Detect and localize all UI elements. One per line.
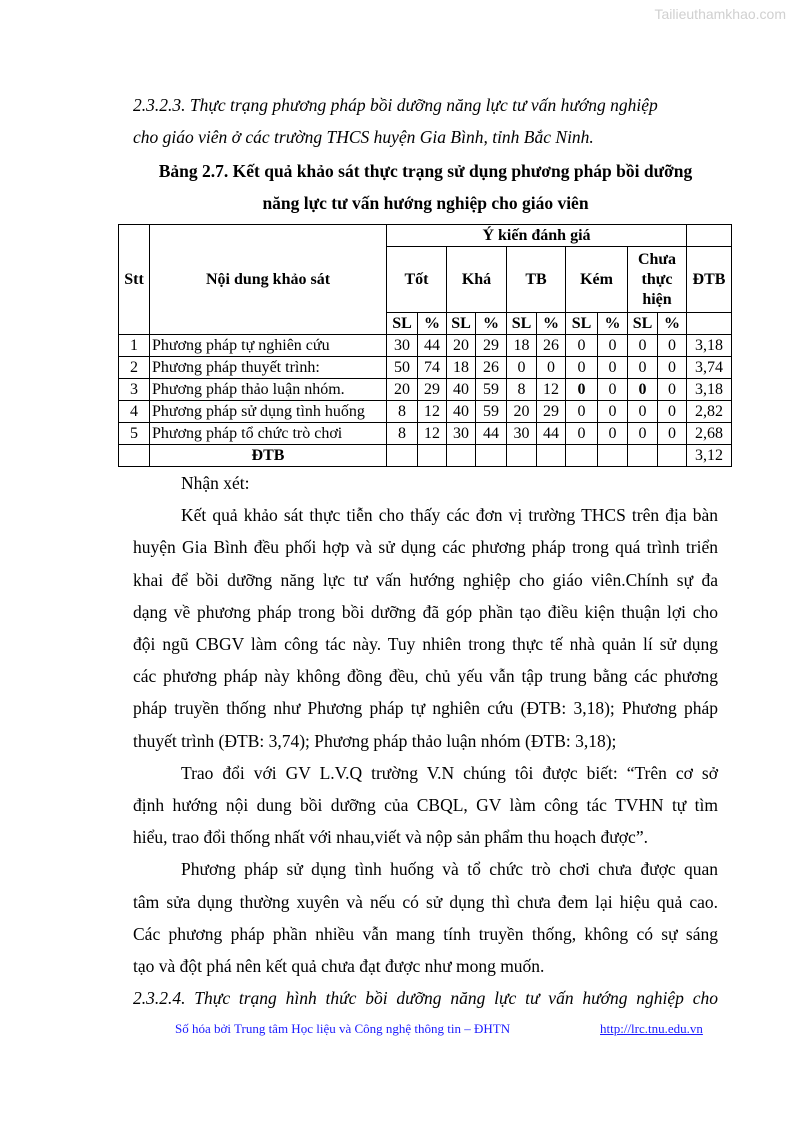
- header-dtb: ĐTB: [687, 247, 732, 313]
- table-cell: 26: [476, 357, 507, 379]
- table-cell: 3: [119, 379, 150, 401]
- table-row: [119, 335, 732, 357]
- footer-source: Số hóa bởi Trung tâm Học liệu và Công nghệ thông tin – ĐHTN: [175, 1021, 511, 1036]
- table-cell: 44: [418, 335, 447, 357]
- table-cell: 3,18: [687, 335, 732, 357]
- table-cell: 0: [566, 335, 598, 357]
- table-cell: 29: [418, 379, 447, 401]
- section-heading-cont: cho giáo viên ở các trường THCS huyện Gia Bình, tỉnh Bắc Ninh.: [133, 127, 594, 147]
- survey-table: [118, 224, 732, 467]
- table-cell: 29: [537, 401, 566, 423]
- table-title-cont: năng lực tư vấn hướng nghiệp cho giáo viên: [262, 193, 589, 213]
- table-cell: 0: [598, 401, 628, 423]
- footer-link[interactable]: http://lrc.tnu.edu.vn: [600, 1021, 703, 1036]
- table-title: Bảng 2.7. Kết quả khảo sát thực trạng sử dụng phương pháp bồi dưỡng: [158, 161, 693, 181]
- header-tb: TB: [507, 247, 566, 313]
- table-cell: 8: [387, 423, 418, 445]
- subheader-sl: SL: [447, 313, 476, 335]
- subheader-sl: SL: [566, 313, 598, 335]
- body-line: đội ngũ CBGV làm công tác này. Tuy nhiên trong thực tế nhà quản lí sử dụng: [133, 634, 718, 654]
- table-cell: 8: [387, 401, 418, 423]
- header-tot: Tốt: [387, 247, 447, 313]
- table-cell: 0: [598, 423, 628, 445]
- table-cell: 3,18: [687, 379, 732, 401]
- table-cell: 20: [387, 379, 418, 401]
- subheader-pct: %: [658, 313, 687, 335]
- table-cell: 0: [537, 357, 566, 379]
- body-line: khai để bồi dưỡng năng lực tư vấn hướng nghiệp cho giáo viên.Chính sự đa: [133, 569, 718, 590]
- header-chua: Chưa thực hiện: [628, 247, 687, 313]
- table-cell: Phương pháp tự nghiên cứu: [150, 335, 387, 357]
- table-cell: 0: [628, 335, 658, 357]
- table-cell: 12: [418, 401, 447, 423]
- table-cell: 0: [598, 335, 628, 357]
- header-kem: Kém: [566, 247, 628, 313]
- table-cell: 0: [566, 401, 598, 423]
- table-cell: 59: [476, 379, 507, 401]
- table-cell: 0: [628, 357, 658, 379]
- body-line: Trao đổi với GV L.V.Q trường V.N chúng tôi được biết: “Trên cơ sở: [181, 762, 718, 783]
- body-line: thuyết trình (ĐTB: 3,74); Phương pháp thảo luận nhóm (ĐTB: 3,18);: [133, 730, 617, 751]
- body-line: Nhận xét:: [181, 473, 250, 493]
- table-cell: Phương pháp sử dụng tình huống: [150, 401, 387, 423]
- table-cell: Phương pháp tổ chức trò chơi: [150, 423, 387, 445]
- table-cell: 0: [658, 379, 687, 401]
- total-value: 3,12: [687, 445, 732, 467]
- table-cell: 40: [447, 379, 476, 401]
- header-content: Nội dung khảo sát: [150, 225, 387, 335]
- table-cell: 5: [119, 423, 150, 445]
- table-row: [119, 401, 732, 423]
- table-cell: 0: [658, 401, 687, 423]
- table-cell: 0: [598, 357, 628, 379]
- table-cell: 12: [418, 423, 447, 445]
- table-cell: 4: [119, 401, 150, 423]
- table-cell: 0: [566, 423, 598, 445]
- table-row: [119, 423, 732, 445]
- table-cell: 0: [566, 357, 598, 379]
- table-cell: 12: [537, 379, 566, 401]
- table-row: [119, 357, 732, 379]
- body-line: Kết quả khảo sát thực tiễn cho thấy các đơn vị trường THCS trên địa bàn: [181, 505, 718, 526]
- table-cell: 0: [566, 379, 598, 401]
- table-cell: 0: [658, 423, 687, 445]
- body-line: pháp truyền thống như Phương pháp tự nghiên cứu (ĐTB: 3,18); Phương pháp: [133, 698, 718, 719]
- table-cell: 0: [628, 401, 658, 423]
- body-line: tâm sửa dụng thường xuyên và nếu có sử dụng thì chưa đem lại hiệu quả cao.: [133, 891, 718, 912]
- table-cell: 18: [447, 357, 476, 379]
- table-cell: 0: [507, 357, 537, 379]
- table-cell: 30: [387, 335, 418, 357]
- table-cell: 3,74: [687, 357, 732, 379]
- section-heading-2: 2.3.2.4. Thực trạng hình thức bồi dưỡng năng lực tư vấn hướng nghiệp cho: [133, 988, 718, 1008]
- table-cell: 18: [507, 335, 537, 357]
- subheader-pct: %: [598, 313, 628, 335]
- table-cell: 0: [628, 379, 658, 401]
- table-cell: 40: [447, 401, 476, 423]
- table-cell: 0: [658, 335, 687, 357]
- subheader-sl: SL: [387, 313, 418, 335]
- total-label: ĐTB: [150, 445, 387, 467]
- table-cell: 8: [507, 379, 537, 401]
- body-line: định hướng nội dung bồi dưỡng của CBQL, GV làm công tác TVHN tự tìm: [133, 795, 718, 815]
- body-line: tạo và đột phá nên kết quả chưa đạt được như mong muốn.: [133, 956, 545, 976]
- watermark: Tailieuthamkhao.com: [654, 6, 786, 22]
- table-cell: 59: [476, 401, 507, 423]
- table-cell: 2,68: [687, 423, 732, 445]
- table-cell: 1: [119, 335, 150, 357]
- header-stt: Stt: [119, 225, 150, 335]
- header-group: Ý kiến đánh giá: [387, 225, 687, 247]
- table-cell: 26: [537, 335, 566, 357]
- subheader-pct: %: [537, 313, 566, 335]
- table-cell: 2: [119, 357, 150, 379]
- table-cell: 20: [507, 401, 537, 423]
- table-cell: 0: [598, 379, 628, 401]
- table-cell: 44: [537, 423, 566, 445]
- table-cell: 50: [387, 357, 418, 379]
- section-heading: 2.3.2.3. Thực trạng phương pháp bồi dưỡng năng lực tư vấn hướng nghiệp: [133, 95, 658, 115]
- table-cell: Phương pháp thuyết trình:: [150, 357, 387, 379]
- table-cell: 0: [658, 357, 687, 379]
- header-kha: Khá: [447, 247, 507, 313]
- body-line: dạng về phương pháp trong bồi dưỡng đã góp phần tạo điều kiện thuận lợi cho: [133, 601, 718, 622]
- body-line: các phương pháp này không đồng đều, chủ yếu vẫn tập trung bằng các phương: [133, 666, 718, 687]
- subheader-sl: SL: [507, 313, 537, 335]
- table-cell: 0: [628, 423, 658, 445]
- subheader-pct: %: [476, 313, 507, 335]
- subheader-pct: %: [418, 313, 447, 335]
- body-line: huyện Gia Bình đều phối hợp và sử dụng các phương pháp trong quá trình triển: [133, 537, 718, 558]
- table-cell: 30: [507, 423, 537, 445]
- table-cell: 74: [418, 357, 447, 379]
- table-cell: 2,82: [687, 401, 732, 423]
- body-line: hiểu, trao đổi thống nhất với nhau,viết và nộp sản phẩm thu hoạch được”.: [133, 827, 648, 848]
- table-cell: 20: [447, 335, 476, 357]
- table-cell: 44: [476, 423, 507, 445]
- table-cell: 29: [476, 335, 507, 357]
- table-row: [119, 379, 732, 401]
- table-cell: 30: [447, 423, 476, 445]
- table-cell: Phương pháp thảo luận nhóm.: [150, 379, 387, 401]
- body-line: Phương pháp sử dụng tình huống và tổ chức trò chơi chưa được quan: [181, 859, 718, 880]
- subheader-sl: SL: [628, 313, 658, 335]
- body-line: Các phương pháp phần nhiều vẫn mang tính truyền thống, không có sự sáng: [133, 923, 718, 944]
